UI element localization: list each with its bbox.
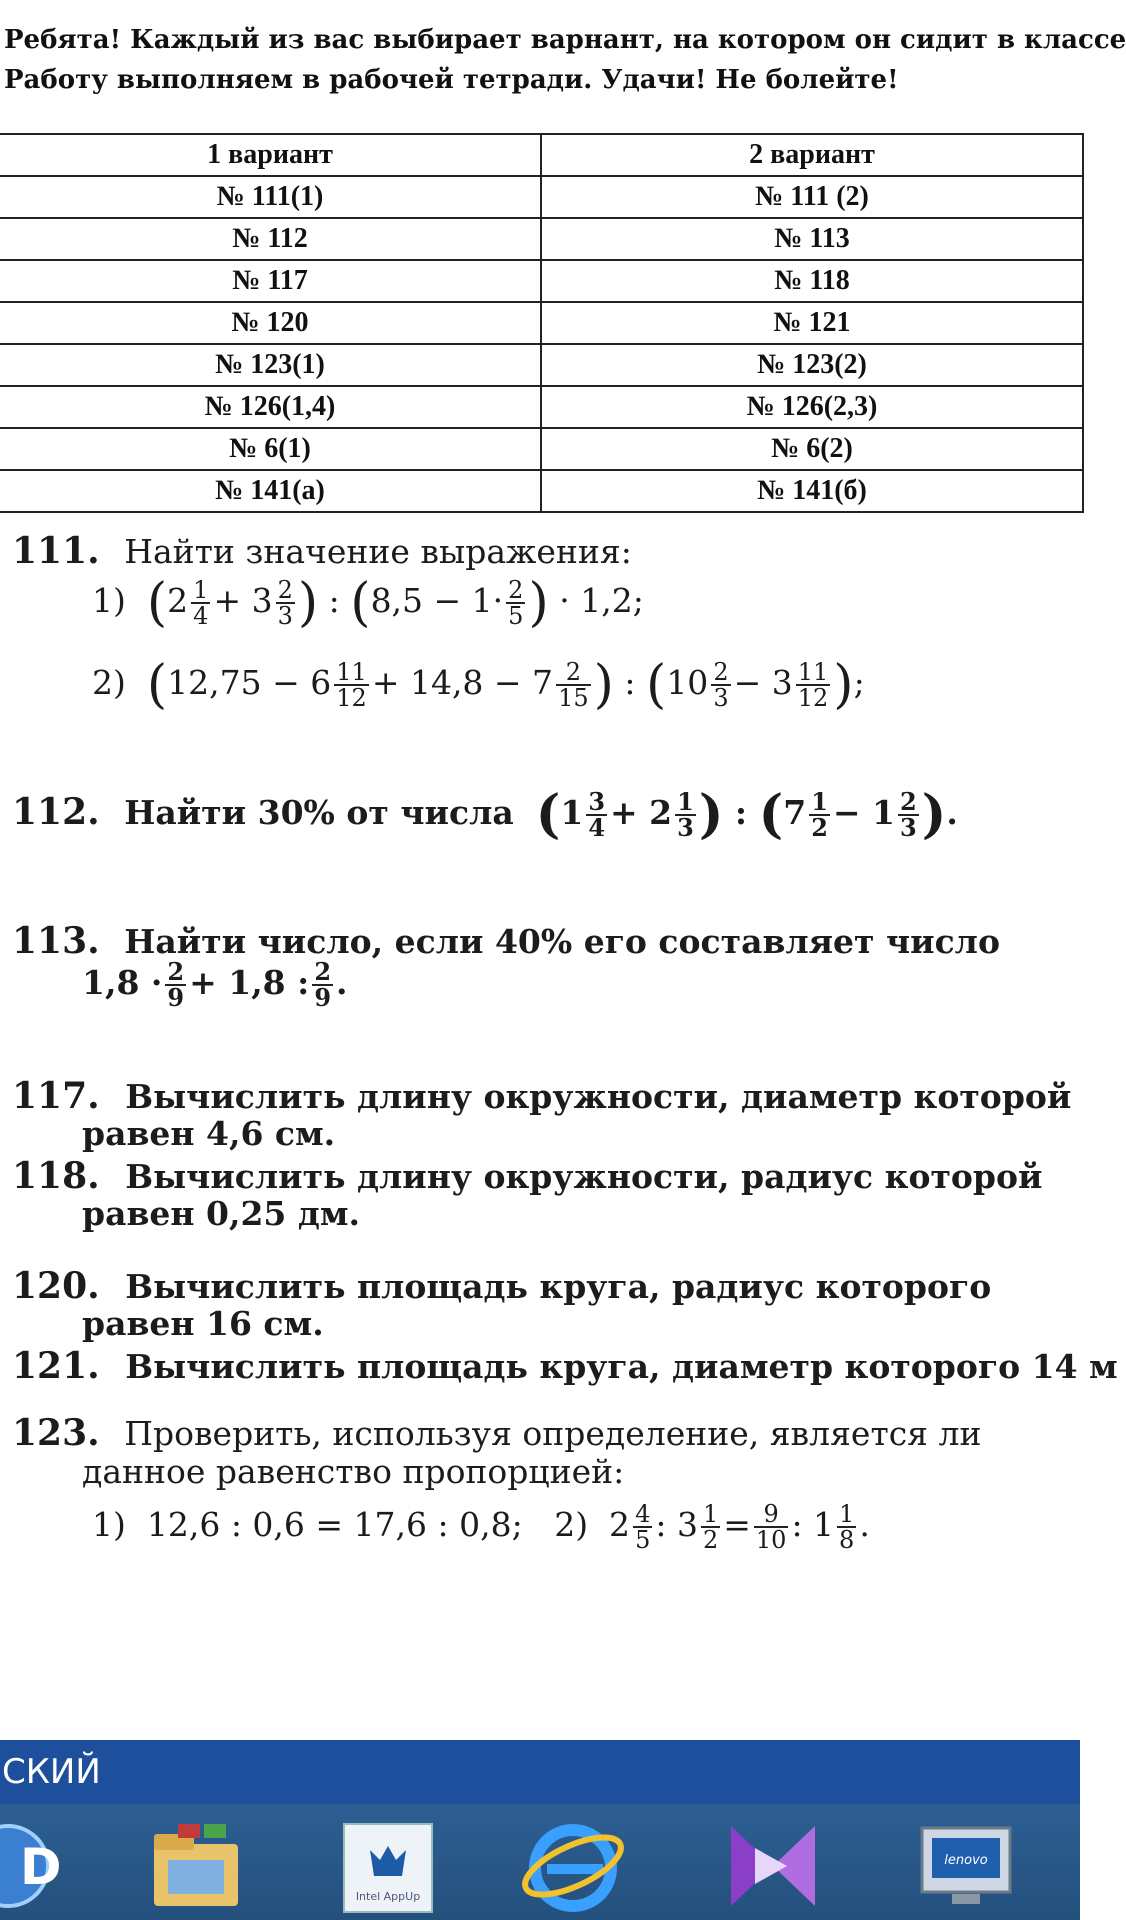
table-cell: № 112: [0, 218, 541, 260]
table-row: [0, 176, 1083, 218]
problem-111-item-1: 1) (2 $\frac{1}{4}$ + 3 $\frac{2}{3}$ ) : (8,5 − 1· $\frac{2}{5}$ ) · 1,2;: [92, 573, 644, 633]
problem-text: Вычислить длину окружности, радиус которой: [125, 1157, 1043, 1196]
problem-text: Найти 30% от числа: [124, 793, 514, 832]
problem-118-text-2: равен 0,25 дм.: [82, 1194, 361, 1233]
intro-line-1: Ребята! Каждый из вас выбирает варнант, на котором он сидит в классе: [4, 25, 1126, 55]
problem-113-expression: 1,8 · $\frac{2}{9}$ + 1,8 : $\frac{2}{9}$ .: [82, 957, 348, 1012]
item-label: 1): [92, 1505, 126, 1544]
table-cell: № 141(а): [0, 470, 541, 512]
problem-117: [12, 1075, 1071, 1117]
problem-text: Вычислить длину окружности, диаметр которой: [125, 1077, 1072, 1116]
table-cell: № 123(1): [0, 344, 541, 386]
store-label: Intel AppUp: [355, 1890, 421, 1903]
lenovo-icon[interactable]: [918, 1816, 1014, 1916]
table-row: [0, 218, 1083, 260]
table-cell: № 113: [541, 218, 1083, 260]
taskbar: [0, 1804, 1080, 1920]
problem-number: 112.: [12, 791, 100, 833]
table-header-row: [0, 134, 1083, 176]
intro-text: [0, 20, 1126, 100]
table-row: [0, 260, 1083, 302]
table-cell: № 111(1): [0, 176, 541, 218]
table-row: [0, 428, 1083, 470]
table-cell: № 141(б): [541, 470, 1083, 512]
problem-number: 113.: [12, 920, 100, 962]
language-label: СКИЙ: [2, 1752, 101, 1792]
item-label: 1): [92, 581, 126, 620]
table-cell: № 123(2): [541, 344, 1083, 386]
problem-120: [12, 1265, 991, 1307]
internet-explorer-icon[interactable]: [525, 1816, 621, 1916]
problem-text: Вычислить площадь круга, диаметр которого 14 м: [125, 1347, 1118, 1386]
problems-section: [12, 530, 1118, 1710]
intro-line-2: Работу выполняем в рабочей тетради. Удачи! Не болейте!: [4, 65, 899, 95]
problem-118: [12, 1155, 1042, 1197]
problem-text: Вычислить площадь круга, радиус которого: [125, 1267, 992, 1306]
problem-number: 123.: [12, 1412, 100, 1454]
svg-text:D: D: [20, 1838, 62, 1896]
problem-number: 117.: [12, 1075, 100, 1117]
table-cell: № 6(2): [541, 428, 1083, 470]
problem-123: [12, 1412, 981, 1454]
table-cell: № 111 (2): [541, 176, 1083, 218]
problem-123-text-2: данное равенство пропорцией:: [82, 1452, 625, 1491]
language-bar[interactable]: [0, 1740, 1080, 1804]
item-label: 2): [554, 1505, 589, 1544]
problem-text: Проверить, используя определение, является ли: [124, 1414, 982, 1453]
item-label: 2): [92, 663, 126, 702]
problem-number: 120.: [12, 1265, 100, 1307]
table-row: [0, 344, 1083, 386]
problem-112: 112. Найти 30% от числа (1 $\frac{3}{4}$ + 2 $\frac{1}{3}$ ) : (7 $\frac{1}{2}$ − 1 $\frac{2}{3}$ ).: [12, 784, 958, 845]
problem-number: 111.: [12, 530, 100, 572]
problem-text: Найти значение выражения:: [124, 532, 632, 571]
table-cell: № 117: [0, 260, 541, 302]
header-variant-2: 2 вариант: [541, 134, 1083, 176]
table-cell: № 118: [541, 260, 1083, 302]
problem-123-items: 1) 12,6 : 0,6 = 17,6 : 0,8; 2) 2 $\frac{4}{5}$ : 3 $\frac{1}{2}$ = $\frac{9}{10}$ : 1 $\frac{1}{8}$ .: [92, 1500, 870, 1554]
variants-table: [0, 133, 1084, 513]
item-1-expression: 12,6 : 0,6 = 17,6 : 0,8;: [146, 1505, 523, 1544]
table-cell: № 121: [541, 302, 1083, 344]
problem-111-item-2: 2) (12,75 − 6 $\frac{11}{12}$ + 14,8 − 7 $\frac{2}{15}$ ) : (10 $\frac{2}{3}$ − 3 $\frac{11}{12}$ );: [92, 655, 865, 715]
problem-120-text-2: равен 16 см.: [82, 1304, 324, 1343]
problem-number: 121.: [12, 1345, 100, 1387]
problem-121: [12, 1345, 1118, 1387]
problem-number: 118.: [12, 1155, 100, 1197]
file-explorer-icon[interactable]: [148, 1816, 244, 1916]
table-row: [0, 470, 1083, 512]
table-cell: № 120: [0, 302, 541, 344]
problem-117-text-2: равен 4,6 см.: [82, 1114, 336, 1153]
table-row: [0, 386, 1083, 428]
media-player-icon[interactable]: [725, 1816, 821, 1916]
app-icon[interactable]: [0, 1816, 62, 1916]
store-icon[interactable]: [340, 1816, 436, 1916]
problem-113: [12, 920, 1000, 962]
header-variant-1: 1 вариант: [0, 134, 541, 176]
table-row: [0, 302, 1083, 344]
problem-111: [12, 530, 632, 572]
problem-text: Найти число, если 40% его составляет число: [124, 922, 1000, 961]
table-cell: № 126(1,4): [0, 386, 541, 428]
table-cell: № 126(2,3): [541, 386, 1083, 428]
table-cell: № 6(1): [0, 428, 541, 470]
lenovo-label: lenovo: [944, 1853, 988, 1868]
